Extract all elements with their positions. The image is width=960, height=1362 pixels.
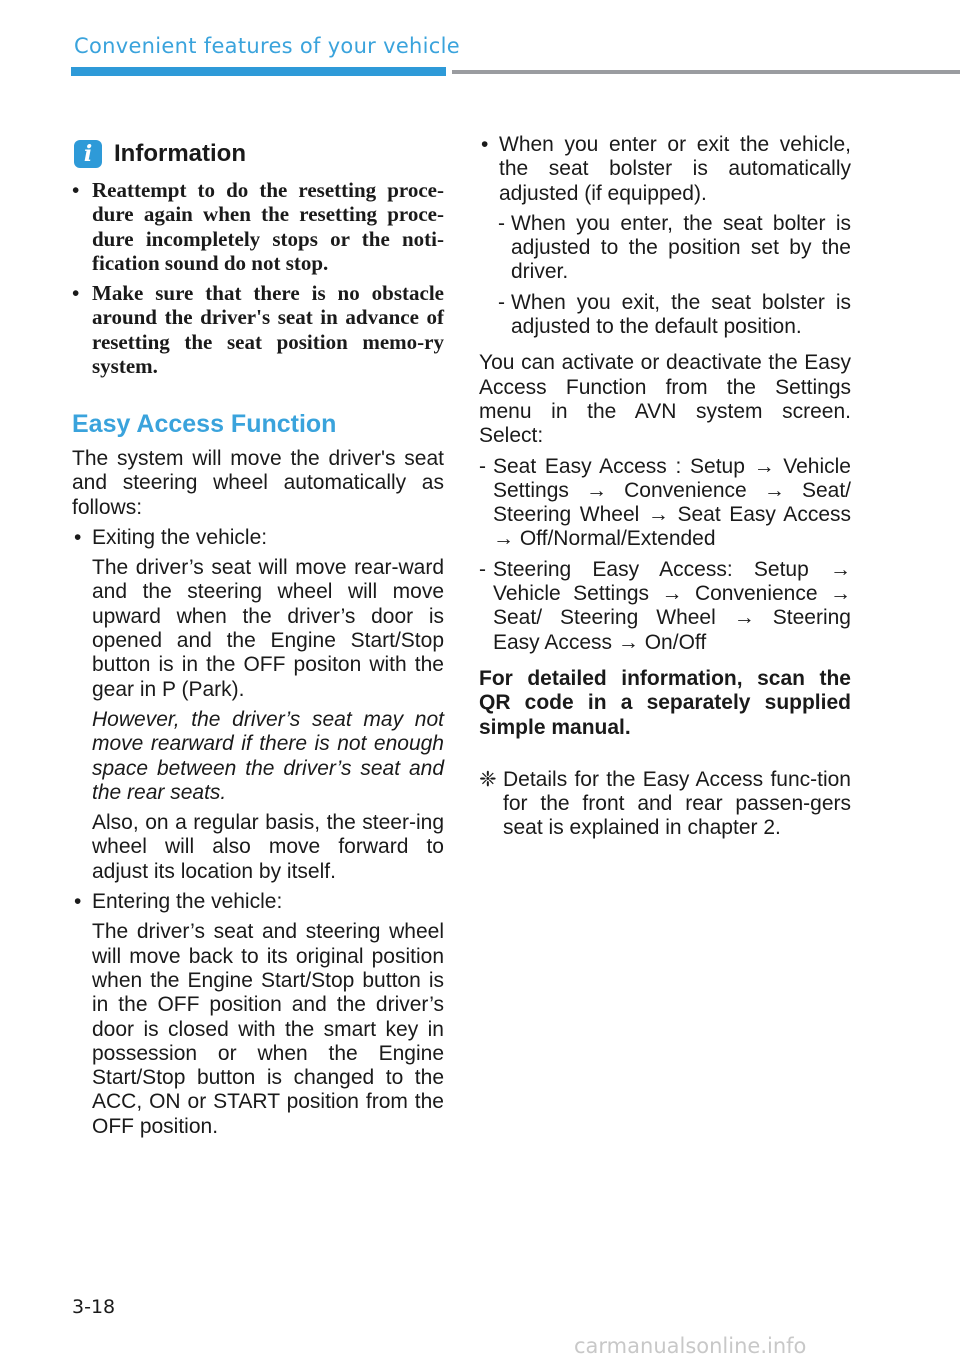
exit-bullet: • Exiting the vehicle: — [74, 525, 268, 549]
seat-easy-access-path: - Seat Easy Access : Setup → Vehicle Settings → Convenience → Seat/ Steering Wheel → Seat Easy Access → Off/Normal/Extended — [479, 454, 851, 551]
note-mark-icon: ❈ — [479, 767, 497, 791]
activate-paragraph: You can activate or deactivate the Easy Access Function from the Settings menu in the AVN system screen. Select: — [479, 351, 851, 448]
bolster-bullet: • When you enter or exit the vehicle, the seat bolster is automatically adjusted (if equipped). — [481, 133, 851, 205]
chapter-reference-note: ❈ Details for the Easy Access func-tion for the front and rear passen-gers seat is explained in chapter 2. — [479, 767, 851, 840]
enter-bullet: • Entering the vehicle: — [74, 890, 283, 914]
exit-paragraph: The driver’s seat will move rear-ward and the steering wheel will move upward when the driver’s door is opened and the Engine Start/Stop button is in the OFF positon with the gear in P (Park). — [92, 556, 444, 701]
right-column-body — [479, 133, 851, 841]
info-bullet-1: • Reattempt to do the resetting proce-dure again when the resetting proce-dure incompletely stops or the noti-fication sound do not stop. — [72, 178, 444, 275]
information-heading — [74, 140, 246, 168]
steering-easy-access-path: - Steering Easy Access: Setup → Vehicle Settings → Convenience → Seat/ Steering Wheel → Steering Easy Access → On/Off — [479, 557, 851, 654]
section-title: Easy Access Function — [72, 410, 337, 438]
page-number: 3-18 — [72, 1296, 116, 1318]
bolster-enter-item: - When you enter, the seat bolter is adjusted to the position set by the driver. — [498, 211, 851, 284]
bolster-exit-item: - When you exit, the seat bolster is adjusted to the default position. — [498, 290, 851, 339]
information-bullets — [72, 178, 444, 378]
watermark: carmanualsonline.info — [574, 1334, 807, 1358]
left-column-body — [72, 447, 444, 1139]
info-bullet-2: • Make sure that there is no obstacle around the driver's seat in advance of resetting the seat position memo-ry system. — [72, 281, 444, 379]
exit-also-paragraph: Also, on a regular basis, the steer-ing wheel will also move forward to adjust its location by itself. — [92, 811, 444, 883]
info-icon: i — [74, 140, 102, 168]
header-divider-line — [452, 70, 960, 74]
intro-paragraph: The system will move the driver's seat and steering wheel automatically as follows: — [72, 447, 444, 519]
enter-paragraph: The driver’s seat and steering wheel will move back to its original position when the Engine Start/Stop button is in the OFF position and the driver’s door is closed with the smart key in possession or when the Engine Start/Stop button is changed to the ACC, ON or START position from the OFF position. — [92, 920, 444, 1138]
exit-caution-paragraph: However, the driver’s seat may not move rearward if there is not enough space between the driver’s seat and the rear seats. — [92, 707, 444, 804]
header-accent-bar — [71, 67, 446, 76]
information-title: Information — [114, 140, 246, 167]
section-header-title: Convenient features of your vehicle — [74, 34, 460, 58]
qr-code-note: For detailed information, scan the QR code in a separately supplied simple manual. — [479, 666, 851, 739]
